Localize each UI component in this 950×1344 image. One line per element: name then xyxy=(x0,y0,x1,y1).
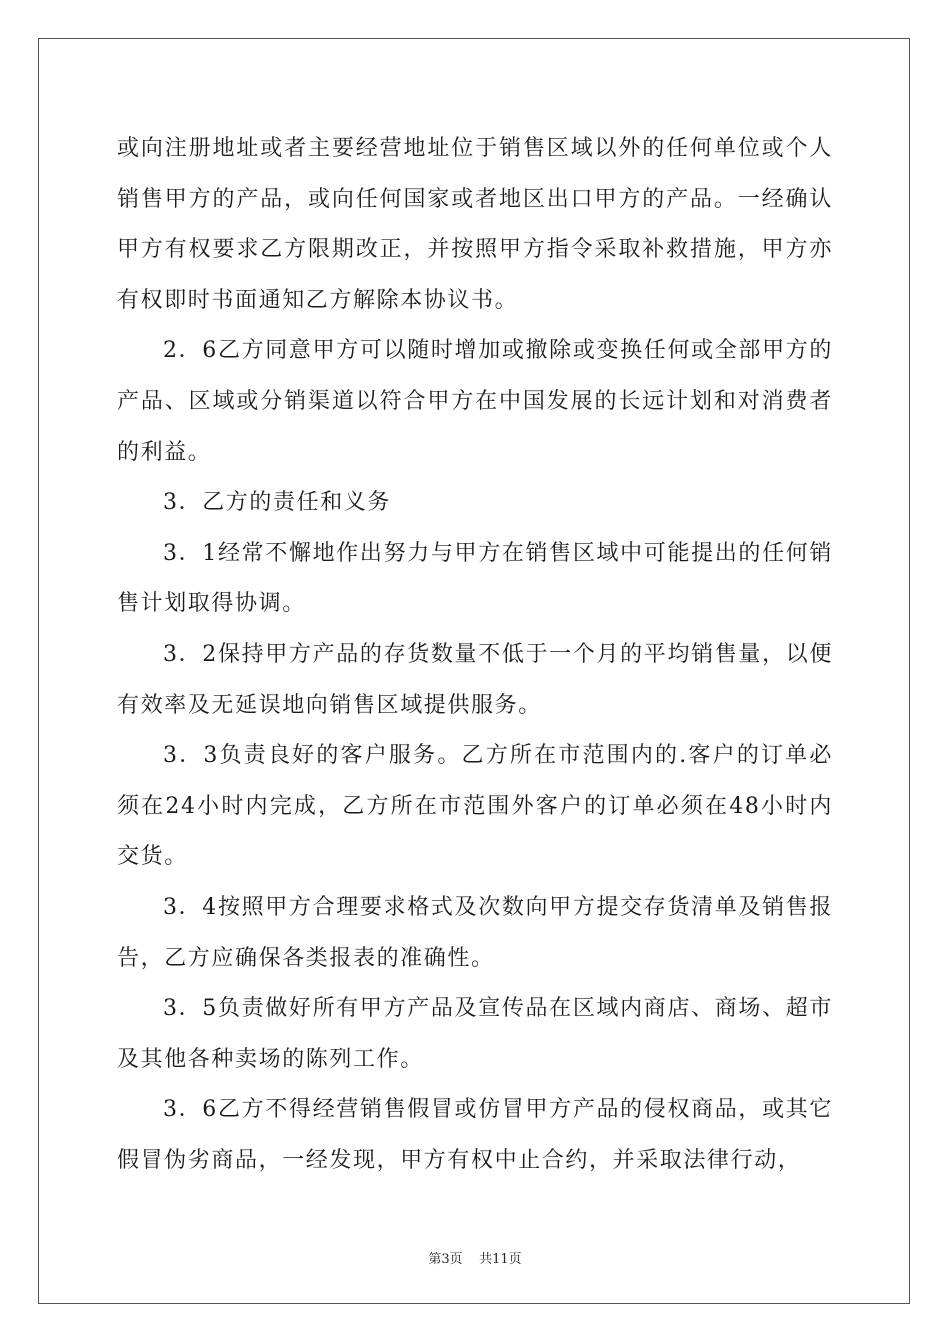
paragraph-2-6: 2．6乙方同意甲方可以随时增加或撤除或变换任何或全部甲方的产品、区域或分销渠道以符合甲方在中国发展的长远计划和对消费者的利益。 xyxy=(117,338,833,465)
document-body xyxy=(117,124,833,1186)
page-number: 第3页 xyxy=(428,1252,463,1267)
paragraph-3-6: 3．6乙方不得经营销售假冒或仿冒甲方产品的侵权商品，或其它假冒伪劣商品，一经发现，甲方有权中止合约，并采取法律行动， xyxy=(117,1097,833,1173)
paragraph-3-4: 3．4按照甲方合理要求格式及次数向甲方提交存货清单及销售报告，乙方应确保各类报表的准确性。 xyxy=(117,894,833,971)
paragraph-3-1: 3．1经常不懈地作出努力与甲方在销售区域中可能提出的任何销售计划取得协调。 xyxy=(117,540,833,617)
paragraph-3-5: 3．5负责做好所有甲方产品及宣传品在区域内商店、商场、超市及其他各种卖场的陈列工作。 xyxy=(117,996,833,1072)
section-heading-3: 3．乙方的责任和义务 xyxy=(163,490,391,516)
page-total: 共11页 xyxy=(479,1252,522,1267)
page-footer xyxy=(0,1248,950,1267)
paragraph-3-2: 3．2保持甲方产品的存货数量不低于一个月的平均销售量，以便有效率及无延误地向销售区域提供服务。 xyxy=(117,641,833,718)
paragraph-3-3: 3．3负责良好的客户服务。乙方所在市范围内的.客户的订单必须在24小时内完成，乙方所在市范围外客户的订单必须在48小时内交货。 xyxy=(117,743,833,870)
paragraph-continued: 或向注册地址或者主要经营地址位于销售区域以外的任何单位或个人销售甲方的产品，或向任何国家或者地区出口甲方的产品。一经确认甲方有权要求乙方限期改正，并按照甲方指令采取补救措施，甲方亦有权即时书面通知乙方解除本协议书。 xyxy=(117,136,833,313)
